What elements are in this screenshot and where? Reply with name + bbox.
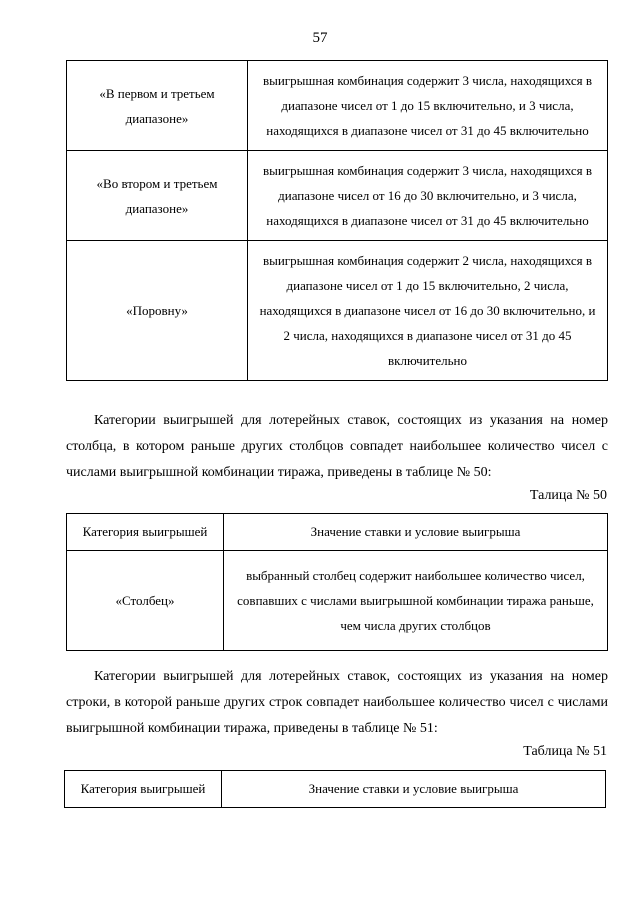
condition-cell: выигрышная комбинация содержит 3 числа, находящихся в диапазоне чисел от 1 до 15 включительно, и 3 числа, находящихся в диапазоне чисел от 31 до 45 включительно <box>248 61 608 151</box>
table-51-caption: Таблица № 51 <box>523 744 607 759</box>
table-header-row <box>65 771 606 808</box>
table-row <box>67 551 608 651</box>
table-51 <box>64 770 606 808</box>
table-header-row <box>67 514 608 551</box>
table-50-caption: Талица № 50 <box>529 488 607 503</box>
table-row <box>67 61 608 151</box>
category-cell: «Столбец» <box>67 551 224 651</box>
page-number: 57 <box>312 30 328 46</box>
paragraph-table-50-intro: Категории выигрышей для лотерейных ставок, состоящих из указания на номер столбца, в котором раньше других столбцов совпадет наибольшее количество чисел с числами выигрышной комбинации тиража, приведены в таблице № 50: <box>66 413 608 480</box>
category-cell: «Поровну» <box>67 241 248 381</box>
table-50 <box>66 513 608 651</box>
header-category: Категория выигрышей <box>67 514 224 551</box>
condition-cell: выбранный столбец содержит наибольшее количество чисел, совпавших с числами выигрышной комбинации тиража раньше, чем числа других столбцов <box>224 551 608 651</box>
table-49 <box>66 60 608 381</box>
header-category: Категория выигрышей <box>65 771 222 808</box>
condition-cell: выигрышная комбинация содержит 2 числа, находящихся в диапазоне чисел от 1 до 15 включительно, 2 числа, находящихся в диапазоне чисел от 16 до 30 включительно, и 2 числа, находящихся в диапазоне чисел от 31 до 45 включительно <box>248 241 608 381</box>
table-row <box>67 241 608 381</box>
paragraph-table-51-intro: Категории выигрышей для лотерейных ставок, состоящих из указания на номер строки, в которой раньше других строк совпадет наибольшее количество чисел с числами выигрышной комбинации тиража, приведены в таблице № 51: <box>66 669 608 736</box>
category-cell: «Во втором и третьем диапазоне» <box>67 151 248 241</box>
table-row <box>67 151 608 241</box>
category-cell: «В первом и третьем диапазоне» <box>67 61 248 151</box>
condition-cell: выигрышная комбинация содержит 3 числа, находящихся в диапазоне чисел от 16 до 30 включительно, и 3 числа, находящихся в диапазоне чисел от 31 до 45 включительно <box>248 151 608 241</box>
header-condition: Значение ставки и условие выигрыша <box>222 771 606 808</box>
header-condition: Значение ставки и условие выигрыша <box>224 514 608 551</box>
